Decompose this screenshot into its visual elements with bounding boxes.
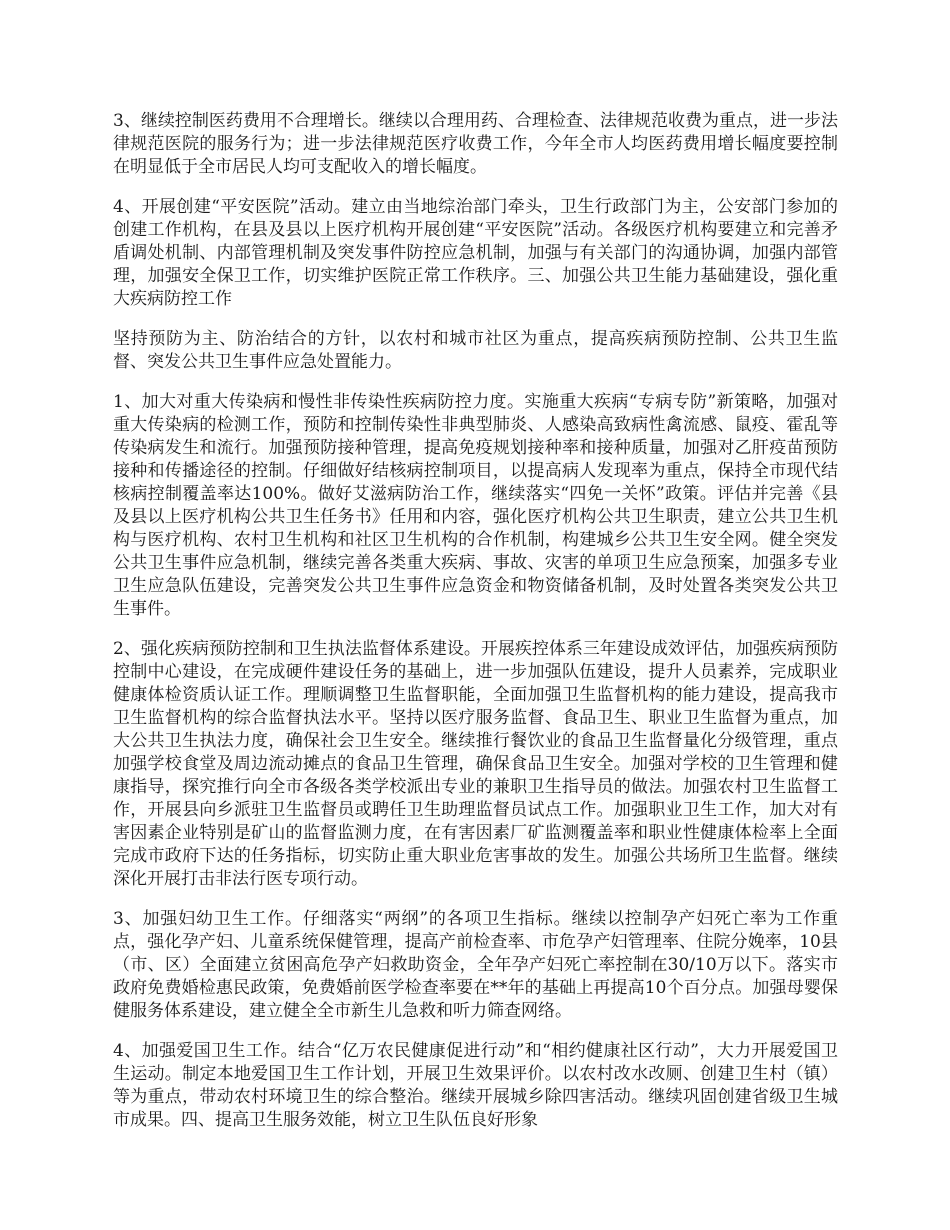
- paragraph-maternal-child-health: 3、加强妇幼卫生工作。仔细落实“两纲”的各项卫生指标。继续以控制孕产妇死亡率为工作重点，强化孕产妇、儿童系统保健管理，提高产前检查率、市危孕产妇管理率、住院分娩率，10县（市、区）全面建立贫困高危孕产妇救助资金，全年孕产妇死亡率控制在30/10万以下。落实市政府免费婚检惠民政策，免费婚前医学检查率要在**年的基础上再提高10个百分点。加强母婴保健服务体系建设，建立健全全市新生儿急救和听力筛查网络。: [113, 909, 838, 1021]
- paragraph-disease-control: 1、加大对重大传染病和慢性非传染性疾病防控力度。实施重大疾病“专病专防”新策略，加强对重大传染病的检测工作，预防和控制传染性非典型肺炎、人感染高致病性禽流感、鼠疫、霍乱等传染病发生和流行。加强预防接种管理，提高免疫规划接种率和接种质量，加强对乙肝疫苗预防接种和传播途径的控制。仔细做好结核病控制项目，以提高病人发现率为重点，保持全市现代结核病控制覆盖率达100%。做好艾滋病防治工作，继续落实“四免一关怀”政策。评估并完善《县及县以上医疗机构公共卫生任务书》任用和内容，强化医疗机构公共卫生职责，建立公共卫生机构与医疗机构、农村卫生机构和社区卫生机构的合作机制，构建城乡公共卫生安全网。健全突发公共卫生事件应急机制，继续完善各类重大疾病、事故、灾害的单项卫生应急预案，加强多专业卫生应急队伍建设，完善突发公共卫生事件应急资金和物资储备机制，及时处置各类突发公共卫生事件。: [113, 392, 838, 619]
- paragraph-cost-control: 3、继续控制医药费用不合理增长。继续以合理用药、合理检查、法律规范收费为重点，进一步法律规范医院的服务行为；进一步法律规范医疗收费工作，今年全市人均医药费用增长幅度要控制在明显低于全市居民人均可支配收入的增长幅度。: [113, 111, 838, 177]
- paragraph-supervision-system: 2、强化疾病预防控制和卫生执法监督体系建设。开展疾控体系三年建设成效评估，加强疾病预防控制中心建设，在完成硬件建设任务的基础上，进一步加强队伍建设，提升人员素养，完成职业健康体检资质认证工作。理顺调整卫生监督职能，全面加强卫生监督机构的能力建设，提高我市卫生监督机构的综合监督执法水平。坚持以医疗服务监督、食品卫生、职业卫生监督为重点，加大公共卫生执法力度，确保社会卫生安全。继续推行餐饮业的食品卫生监督量化分级管理，重点加强学校食堂及周边流动摊点的食品卫生管理，确保食品卫生安全。加强对学校的卫生管理和健康指导，探究推行向全市各级各类学校派出专业的兼职卫生指导员的做法。加强农村卫生监督工作，开展县向乡派驻卫生监督员或聘任卫生助理监督员试点工作。加强职业卫生工作，加大对有害因素企业特别是矿山的监督监测力度，在有害因素厂矿监测覆盖率和职业性健康体检率上全面完成市政府下达的任务指标，切实防止重大职业危害事故的发生。加强公共场所卫生监督。继续深化开展打击非法行医专项行动。: [113, 639, 838, 889]
- paragraph-prevention-policy: 坚持预防为主、防治结合的方针，以农村和城市社区为重点，提高疾病预防控制、公共卫生监督、突发公共卫生事件应急处置能力。: [113, 329, 838, 372]
- paragraph-patriotic-health: 4、加强爱国卫生工作。结合“亿万农民健康促进行动”和“相约健康社区行动”，大力开展爱国卫生运动。制定本地爱国卫生工作计划，开展卫生效果评价。以农村改水改厕、创建卫生村（镇）等为重点，带动农村环境卫生的综合整治。继续开展城乡除四害活动。继续巩固创建省级卫生城市成果。四、提高卫生服务效能，树立卫生队伍良好形象: [113, 1041, 838, 1130]
- paragraph-safe-hospital: 4、开展创建“平安医院”活动。建立由当地综治部门牵头，卫生行政部门为主，公安部门参加的创建工作机构，在县及县以上医疗机构开展创建“平安医院”活动。各级医疗机构要建立和完善矛盾调处机制、内部管理机制及突发事件防控应急机制，加强与有关部门的沟通协调，加强内部管理，加强安全保卫工作，切实维护医院正常工作秩序。三、加强公共卫生能力基础建设，强化重大疾病防控工作: [113, 197, 838, 309]
- document-page: [113, 110, 838, 1149]
